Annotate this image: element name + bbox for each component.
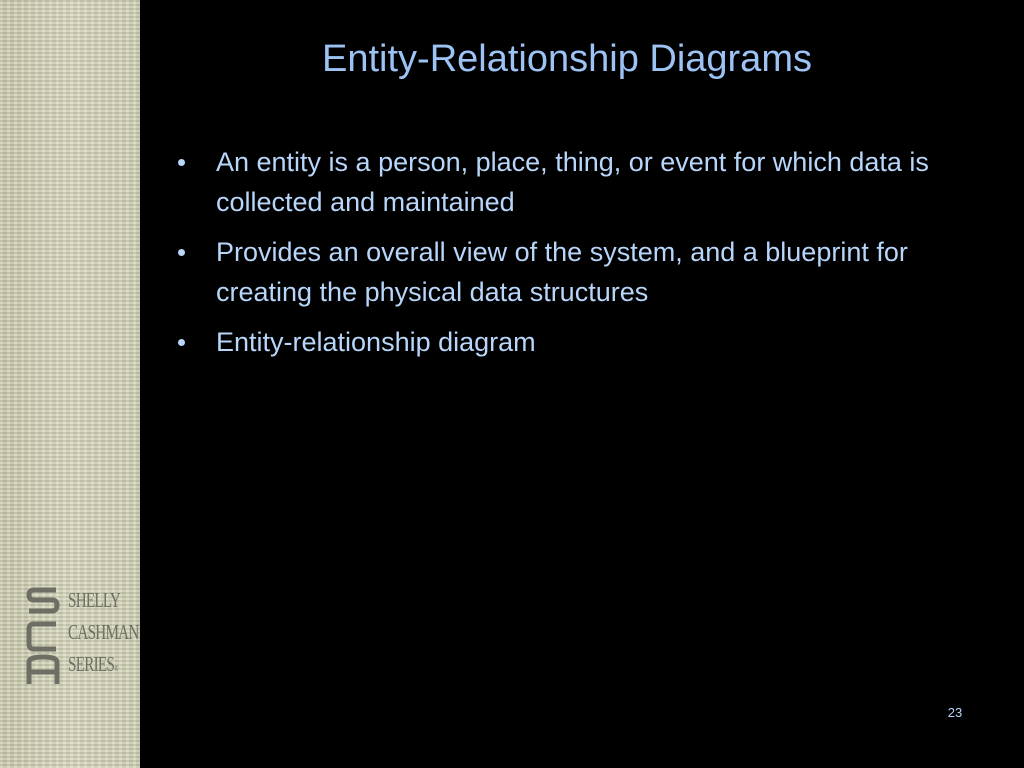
bullet-item (178, 232, 938, 312)
logo-wordmark (68, 588, 139, 686)
bullet-dot-icon (178, 159, 185, 166)
logo-word-cashman: CASHMAN (68, 620, 139, 644)
bullet-list (178, 142, 938, 372)
bullet-item (178, 322, 938, 362)
decorative-side-panel (0, 0, 140, 768)
bullet-dot-icon (178, 249, 185, 256)
slide-title: Entity-Relationship Diagrams (322, 38, 812, 80)
bullet-text: Entity-relationship diagram (216, 327, 536, 357)
bullet-text: An entity is a person, place, thing, or event for which data is collected and maintained (216, 147, 929, 217)
bullet-text: Provides an overall view of the system, and a blueprint for creating the physical data structures (216, 237, 908, 307)
bullet-dot-icon (178, 339, 185, 346)
page-number: 23 (947, 705, 963, 720)
bullet-item (178, 142, 938, 222)
shelly-cashman-logo-icon (26, 584, 60, 692)
logo-word-shelly: SHELLY (68, 588, 121, 612)
logo-word-series: SERIES® (68, 652, 118, 676)
